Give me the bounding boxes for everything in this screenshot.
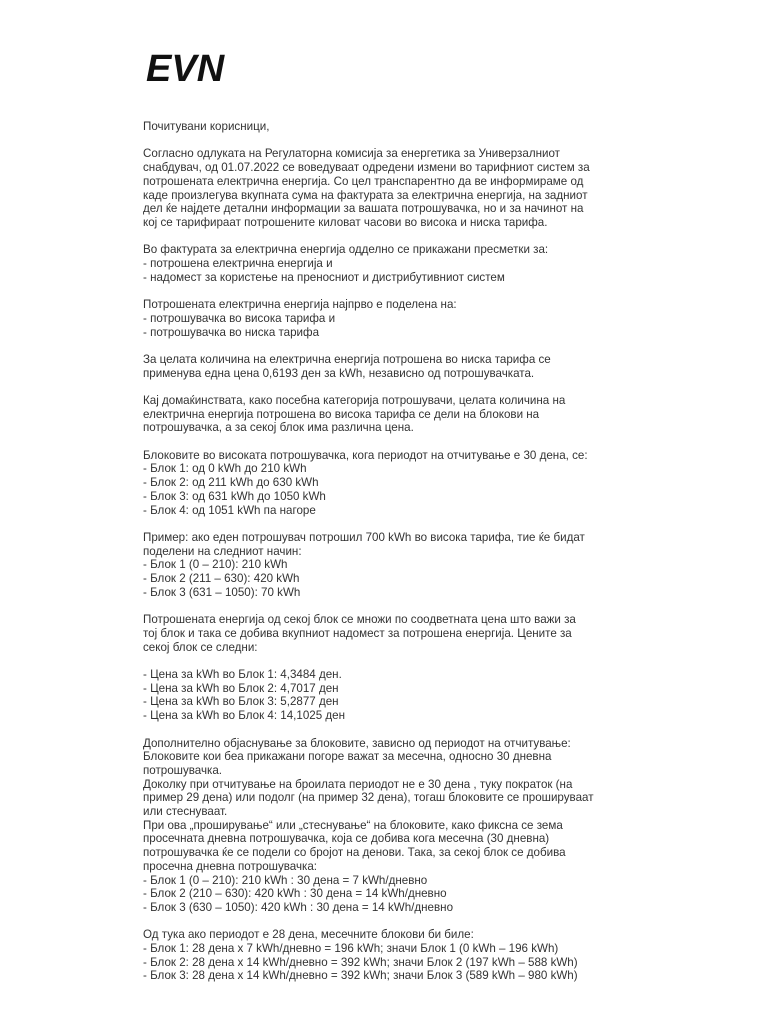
text-line: Кај домаќинствата, како посебна категорија потрошувачи, целата количина на: [143, 393, 566, 407]
text-line: електрична енергија потрошена во висока тарифа се дели на блокови на: [143, 407, 540, 421]
text-line: применува една цена 0,6193 ден за kWh, независно од потрошувачката.: [143, 366, 535, 380]
text-line: - Блок 2 (210 – 630): 420 kWh : 30 дена = 14 kWh/дневно: [143, 887, 447, 901]
text-line: Согласно одлуката на Регулаторна комисија за енергетика за Универзалниот: [143, 147, 560, 161]
text-line: снабдувач, од 01.07.2022 се воведуваат одредени измени во тарифниот систем за: [143, 161, 590, 175]
paragraph: [143, 613, 613, 723]
text-line: Доколку при отчитување на броилата периодот не е 30 дена , туку пократок (на: [143, 777, 573, 791]
text-line: При ова „проширување“ или „стеснување“ на блоковите, како фиксна се зема: [143, 818, 563, 832]
text-line: пример 29 дена) или подолг (на пример 32 дена), тогаш блоковите се прошируваат: [143, 791, 594, 805]
text-line: - Блок 2 (211 – 630): 420 kWh: [143, 572, 300, 586]
text-line: - Блок 2: од 211 kWh до 630 kWh: [143, 476, 319, 490]
paragraph: [143, 928, 613, 983]
text-line: Пример: ако еден потрошувач потрошил 700 kWh во висока тарифа, тие ќе бидат: [143, 530, 585, 544]
text-line: - Блок 1 (0 – 210): 210 kWh: [143, 558, 288, 572]
text-line: - Блок 4: од 1051 kWh па нагоре: [143, 503, 316, 517]
paragraph: [143, 147, 613, 229]
text-line: - Цена за kWh во Блок 2: 4,7017 ден: [143, 681, 339, 695]
text-line: За целата количина на електрична енергија потрошена во ниска тарифа се: [143, 352, 551, 366]
text-line: или стеснуваат.: [143, 805, 228, 819]
text-line: Дополнително објаснување за блоковите, зависно од периодот на отчитување:: [143, 736, 571, 750]
text-line: просечна дневна потрошувачка:: [143, 859, 318, 873]
text-line: Потрошената електрична енергија најпрво е поделена на:: [143, 298, 457, 312]
text-line: - Блок 1: 28 дена x 7 kWh/дневно = 196 kWh; значи Блок 1 (0 kWh – 196 kWh): [143, 942, 559, 956]
text-line: Блоковите во високата потрошувачка, кога периодот на отчитување е 30 дена, се:: [143, 448, 588, 462]
text-line: просечната дневна потрошувачка, која се добива кога месечна (30 дневна): [143, 832, 550, 846]
text-line: - потрошувачка во висока тарифа и: [143, 311, 336, 325]
text-line: тој блок и така се добива вкупниот надомест за потрошена енергија. Цените за: [143, 626, 572, 640]
text-line: поделени на следниот начин:: [143, 544, 302, 558]
paragraph: [143, 243, 613, 284]
letter-body: [143, 120, 613, 997]
text-line: Од тука ако периодот е 28 дена, месечните блокови би биле:: [143, 928, 474, 942]
text-line: - потрошена електрична енергија и: [143, 257, 333, 270]
text-line: - Блок 1: од 0 kWh до 210 kWh: [143, 462, 307, 476]
brand-name: EVN: [146, 48, 225, 86]
paragraph: [143, 394, 613, 435]
text-line: Почитувани корисници,: [143, 120, 270, 133]
text-line: - Блок 3 (630 – 1050): 420 kWh : 30 дена = 14 kWh/дневно: [143, 900, 454, 914]
text-line: - Цена за kWh во Блок 4: 14,1025 ден: [143, 709, 346, 723]
paragraph: [143, 353, 613, 380]
text-line: - Блок 2: 28 дена x 14 kWh/дневно = 392 kWh; значи Блок 2 (197 kWh – 588 kWh): [143, 955, 578, 969]
text-line: Блоковите кои беа прикажани погоре важат за месечна, односно 30 дневна: [143, 750, 552, 764]
paragraph: [143, 449, 613, 518]
text-line: секој блок се следни:: [143, 640, 258, 654]
text-line: потрошувачка ќе се подели со бројот на денови. Така, за секој блок се добива: [143, 846, 566, 860]
text-line: кој се тарифираат потрошените киловат часови во висока и ниска тарифа.: [143, 215, 548, 229]
paragraph: [143, 120, 613, 134]
text-line: - Блок 3: 28 дена x 14 kWh/дневно = 392 kWh; значи Блок 3 (589 kWh – 980 kWh): [143, 969, 578, 983]
paragraph: [143, 531, 613, 600]
text-line: дел ќе најдете детални информации за вашата потрошувачка, но и за начинот на: [143, 202, 584, 216]
text-line: каде произлегува вкупната сума на фактурата за електрична енергија, на задниот: [143, 188, 588, 202]
text-line: - потрошувачка во ниска тарифа: [143, 325, 320, 339]
paragraph: [143, 298, 613, 339]
paragraph: [143, 737, 613, 915]
text-line: - Блок 3: од 631 kWh до 1050 kWh: [143, 489, 326, 503]
text-line: Потрошената енергија од секој блок се множи по соодветната цена што важи за: [143, 613, 576, 627]
text-line: потрошената електрична енергија. Со цел транспарентно да ве информираме од: [143, 174, 584, 188]
text-line: [143, 654, 613, 668]
text-line: - Блок 1 (0 – 210): 210 kWh : 30 дена = 7 kWh/дневно: [143, 873, 428, 887]
text-line: Во фактурата за електрична енергија одделно се прикажани пресметки за:: [143, 243, 549, 257]
text-line: - надомест за користење на преносниот и дистрибутивниот систем: [143, 270, 505, 284]
evn-logo: [146, 48, 236, 86]
text-line: - Цена за kWh во Блок 3: 5,2877 ден: [143, 695, 339, 709]
text-line: потрошувачка, а за секој блок има различна цена.: [143, 421, 414, 435]
text-line: - Блок 3 (631 – 1050): 70 kWh: [143, 585, 301, 599]
text-line: - Цена за kWh во Блок 1: 4,3484 ден.: [143, 668, 342, 681]
text-line: потрошувачка.: [143, 763, 223, 777]
